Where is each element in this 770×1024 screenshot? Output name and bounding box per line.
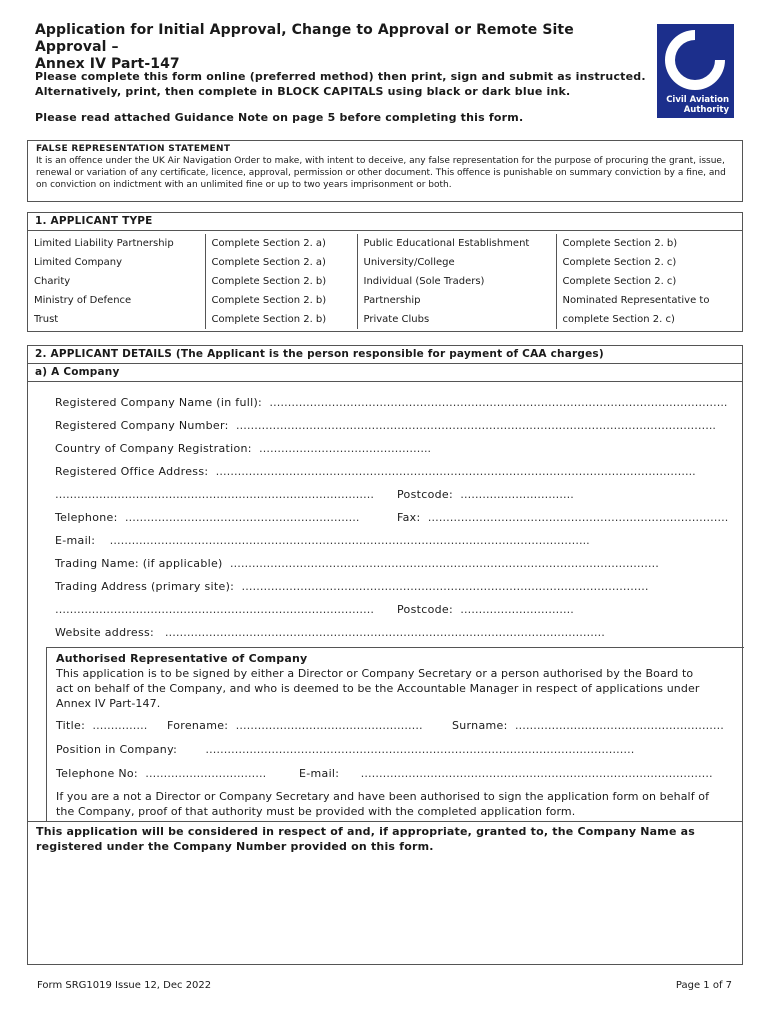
title-line-2: Annex IV Part-147	[35, 56, 180, 72]
rep-text: This application is to be signed by either a Director or Company Secretary or a person authorised by the Board to act on behalf of the Company, and who is deemed to be the Accountable Manager in respect of applications under Annex IV Part-147.	[56, 667, 700, 710]
rep-telephone-label: Telephone No:	[56, 767, 138, 780]
guidance-note: Please read attached Guidance Note on page 5 before completing this form.	[35, 111, 524, 124]
section-reference-cell: Complete Section 2. a)	[205, 234, 357, 253]
applicant-type-row	[28, 291, 742, 310]
applicant-type-cell: Partnership	[357, 291, 556, 310]
applicant-type-row	[28, 253, 742, 272]
surname-row[interactable]: Surname: …………………………………………………	[452, 719, 724, 732]
company-name-row[interactable]: Registered Company Name (in full): ……………………………………………………………………………………………………………..	[55, 396, 728, 409]
fax-label: Fax:	[397, 511, 421, 524]
applicant-type-row	[28, 310, 742, 329]
false-representation-heading: FALSE REPRESENTATION STATEMENT	[36, 144, 231, 154]
country-row[interactable]: Country of Company Registration: ………………………………………..	[55, 442, 432, 455]
section-reference-cell: Complete Section 2. b)	[205, 272, 357, 291]
trading-address-line2[interactable]: ……………………………………………………………………………	[55, 603, 374, 616]
office-address-row[interactable]: Registered Office Address: …………………………………………………………………………………………………………………..	[55, 465, 696, 478]
section-reference-cell: Complete Section 2. c)	[562, 257, 677, 268]
position-label: Position in Company:	[56, 743, 178, 756]
section-reference-cell: Complete Section 2. b)	[562, 238, 678, 249]
section-reference-cell: Nominated Representative to	[562, 295, 710, 306]
form-title	[35, 22, 625, 73]
section-reference-cell: Complete Section 2. b)	[205, 310, 357, 329]
applicant-type-cell: Private Clubs	[357, 310, 556, 329]
telephone-label: Telephone:	[55, 511, 118, 524]
applicant-type-row	[28, 272, 742, 291]
postcode2-row[interactable]: Postcode: ………………………….	[397, 603, 574, 616]
trading-address-label: Trading Address (primary site):	[55, 580, 235, 593]
applicant-type-cell: University/College	[357, 253, 556, 272]
company-number-label: Registered Company Number:	[55, 419, 229, 432]
section-reference-cell: complete Section 2. c)	[562, 314, 675, 325]
page-number: Page 1 of 7	[675, 980, 732, 991]
instruction-1: Please complete this form online (preferred method) then print, sign and submit as instructed.	[35, 70, 646, 83]
applicant-details-heading: 2. APPLICANT DETAILS (The Applicant is the person responsible for payment of CAA charges)	[28, 346, 742, 364]
fax-row[interactable]: Fax: ……………………………………………………………………….	[397, 511, 729, 524]
applicant-type-table	[28, 234, 742, 329]
rep-note: If you are a not a Director or Company Secretary and have been authorised to sign the application form on behalf of the Company, proof of that authority must be provided with the completed application form.	[56, 790, 710, 818]
trading-name-label: Trading Name: (if applicable)	[55, 557, 223, 570]
applicant-type-cell: Charity	[28, 272, 205, 291]
applicant-type-cell: Limited Liability Partnership	[28, 234, 205, 253]
website-label: Website address:	[55, 626, 155, 639]
trading-name-row[interactable]: Trading Name: (if applicable) ………………………………………………………………………………………………………	[55, 557, 659, 570]
rep-heading: Authorised Representative of Company	[56, 652, 308, 665]
trading-address-row[interactable]: Trading Address (primary site): …………………………………………………………………………………………………	[55, 580, 649, 593]
email-row[interactable]: E-mail: …………………………………………………………………………………………………………………..	[55, 534, 590, 547]
forename-row[interactable]: Forename: ……………………………………………	[167, 719, 423, 732]
country-label: Country of Company Registration:	[55, 442, 252, 455]
applicant-type-cell: Trust	[28, 310, 205, 329]
postcode-label: Postcode:	[397, 488, 453, 501]
applicant-details-section	[27, 345, 743, 965]
applicant-type-cell: Individual (Sole Traders)	[357, 272, 556, 291]
telephone-row[interactable]: Telephone: ……………………………………………………….	[55, 511, 360, 524]
section-reference-cell: Complete Section 2. b)	[205, 291, 357, 310]
applicant-type-cell: Ministry of Defence	[28, 291, 205, 310]
postcode-row[interactable]: Postcode: ………………………….	[397, 488, 574, 501]
office-address-label: Registered Office Address:	[55, 465, 209, 478]
rep-email-label: E-mail:	[299, 767, 340, 780]
applicant-type-row	[28, 234, 742, 253]
applicant-type-section	[27, 212, 743, 332]
caa-logo	[657, 24, 734, 118]
section-reference-cell: Complete Section 2. a)	[205, 253, 357, 272]
title-label: Title:	[56, 719, 86, 732]
false-representation-box	[27, 140, 743, 202]
form-id: Form SRG1019 Issue 12, Dec 2022	[37, 980, 212, 991]
company-subheading: a) A Company	[28, 364, 742, 382]
applicant-type-heading: 1. APPLICANT TYPE	[28, 213, 742, 231]
office-address-line2[interactable]: ……………………………………………………………………………	[55, 488, 374, 501]
position-row[interactable]: Position in Company: ………………………………………………………………………………………………………	[56, 743, 635, 756]
applicant-type-cell: Public Educational Establishment	[357, 234, 556, 253]
forename-label: Forename:	[167, 719, 229, 732]
company-number-row[interactable]: Registered Company Number: …………………………………………………………………………………………………………………..	[55, 419, 716, 432]
consideration-note: This application will be considered in respect of and, if appropriate, granted to, the Company Name as registered under the Company Number provided on this form.	[28, 821, 742, 856]
authorised-rep-box	[46, 647, 744, 821]
section-reference-cell: Complete Section 2. c)	[562, 276, 677, 287]
title-row[interactable]: Title: ……………	[56, 719, 148, 732]
website-row[interactable]: Website address: …………………………………………………………………………………………………………	[55, 626, 605, 639]
title-line-1: Application for Initial Approval, Change to Approval or Remote Site Approval –	[35, 22, 574, 55]
logo-text-line2: Authority	[683, 105, 729, 115]
false-representation-text: It is an offence under the UK Air Navigation Order to make, with intent to deceive, any false representation for the purpose of procuring the grant, issue, renewal or variation of any certificate, licence, approval, permission or other document. This offence is punishable on summary conviction by a fine, and on conviction on indictment with an unlimited fine or up to two years imprisonment or both.	[36, 156, 726, 190]
logo-text-line1: Civil Aviation	[666, 95, 729, 105]
rep-email-row[interactable]: E-mail: ……………………………………………………………………………………	[299, 767, 713, 780]
surname-label: Surname:	[452, 719, 508, 732]
postcode2-label: Postcode:	[397, 603, 453, 616]
instruction-2: Alternatively, print, then complete in BLOCK CAPITALS using black or dark blue ink.	[35, 85, 571, 98]
rep-telephone-row[interactable]: Telephone No: ……………………………	[56, 767, 267, 780]
applicant-type-cell: Limited Company	[28, 253, 205, 272]
email-label: E-mail:	[55, 534, 96, 547]
company-name-label: Registered Company Name (in full):	[55, 396, 263, 409]
